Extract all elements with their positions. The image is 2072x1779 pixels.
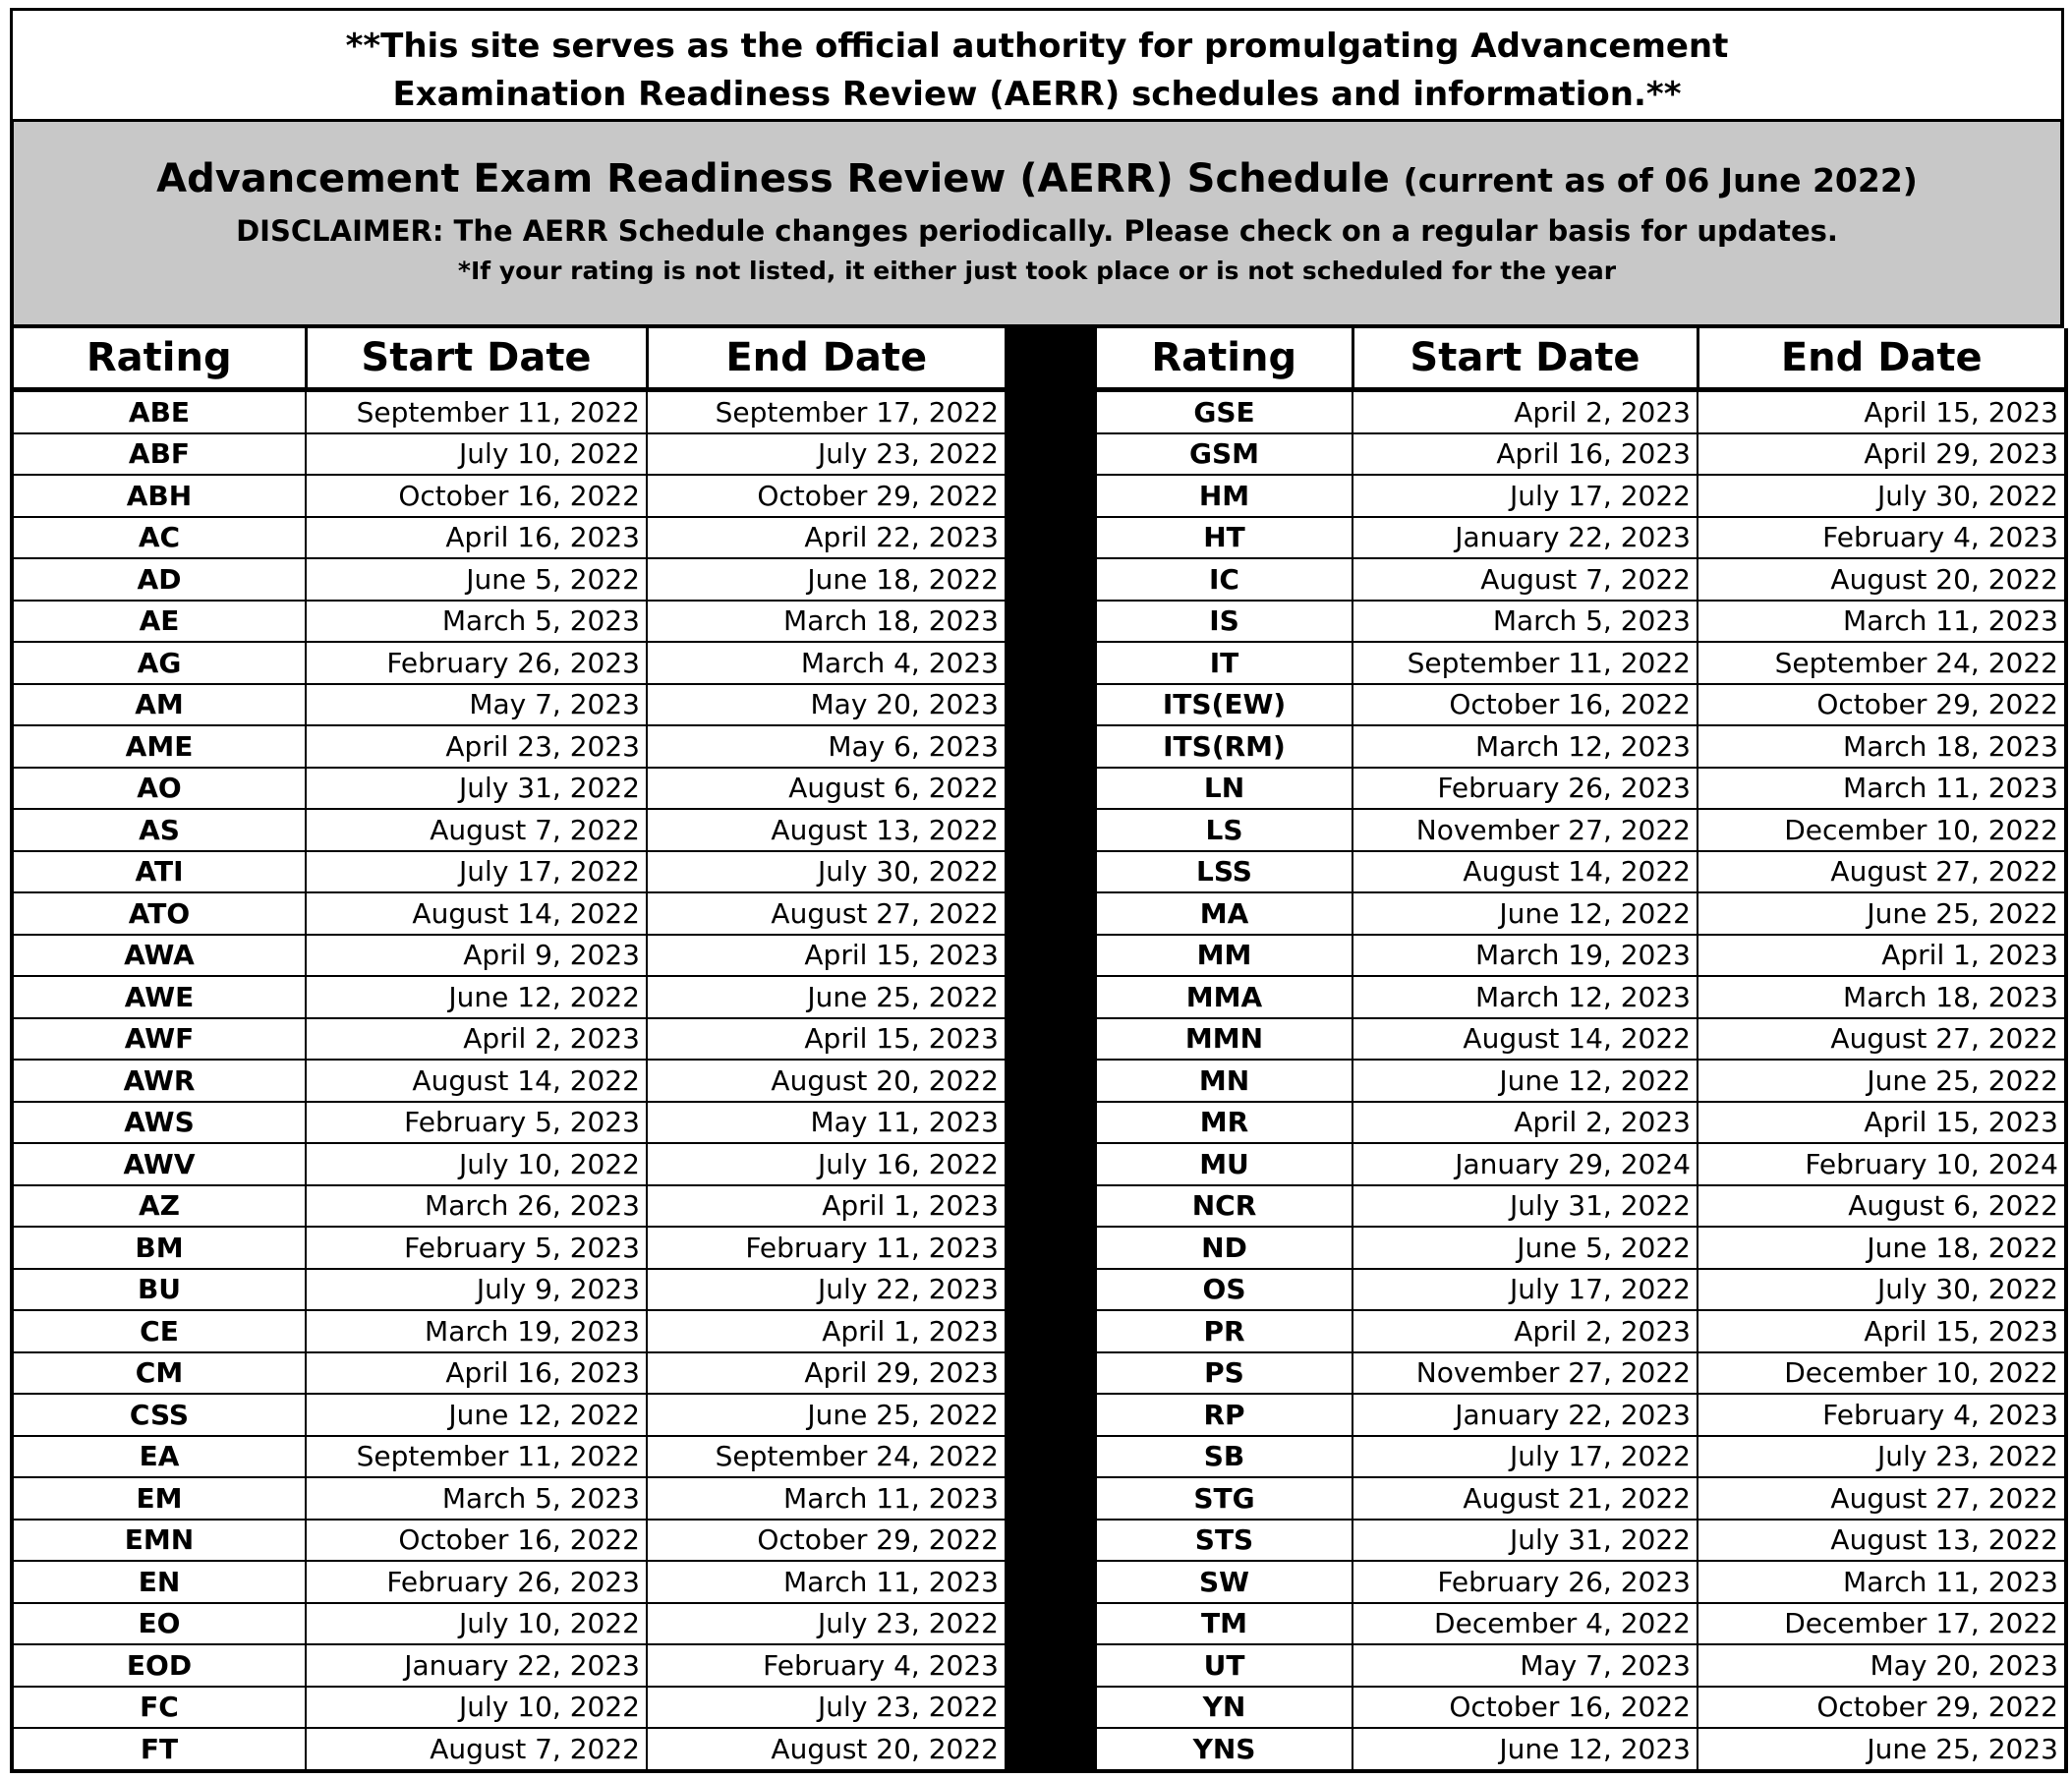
table-row (12, 475, 1007, 517)
end-date-cell: April 15, 2023 (1698, 390, 2066, 433)
start-date-cell: February 5, 2023 (306, 1227, 647, 1269)
end-date-cell: April 15, 2023 (1698, 1102, 2066, 1144)
table-row (1095, 684, 2066, 726)
start-date-cell: June 12, 2022 (306, 976, 647, 1018)
rating-cell: FT (12, 1728, 306, 1771)
notice-line-2: Examination Readiness Review (AERR) schedules and information.** (392, 75, 1682, 114)
end-date-cell: April 15, 2023 (647, 935, 1007, 977)
right-table (1093, 328, 2068, 1773)
rating-cell: FC (12, 1687, 306, 1729)
rating-cell: SB (1095, 1436, 1353, 1478)
start-date-cell: May 7, 2023 (306, 684, 647, 726)
start-date-cell: August 7, 2022 (306, 1728, 647, 1771)
end-date-cell: July 22, 2023 (647, 1269, 1007, 1311)
rating-cell: CSS (12, 1394, 306, 1436)
start-date-cell: February 26, 2023 (306, 642, 647, 684)
start-date-cell: December 4, 2022 (1353, 1603, 1698, 1645)
rating-cell: NCR (1095, 1185, 1353, 1228)
rating-cell: ATO (12, 892, 306, 935)
start-date-cell: October 16, 2022 (1353, 1687, 1698, 1729)
start-date-cell: April 16, 2023 (306, 1352, 647, 1395)
end-date-cell: August 27, 2022 (1698, 1018, 2066, 1061)
table-row (12, 1060, 1007, 1102)
end-date-cell: May 20, 2023 (647, 684, 1007, 726)
end-date-cell: July 16, 2022 (647, 1143, 1007, 1185)
end-date-cell: June 25, 2022 (1698, 892, 2066, 935)
table-row (12, 768, 1007, 810)
end-date-cell: May 11, 2023 (647, 1102, 1007, 1144)
rating-cell: MMN (1095, 1018, 1353, 1061)
start-date-cell: September 11, 2022 (306, 1436, 647, 1478)
start-date-cell: July 31, 2022 (1353, 1185, 1698, 1228)
start-date-cell: March 19, 2023 (1353, 935, 1698, 977)
rating-cell: AWV (12, 1143, 306, 1185)
table-row (12, 433, 1007, 476)
table-row (1095, 517, 2066, 559)
rating-cell: AME (12, 725, 306, 768)
right-table-body (1095, 390, 2066, 1771)
rating-cell: GSE (1095, 390, 1353, 433)
end-date-cell: August 27, 2022 (647, 892, 1007, 935)
end-date-cell: March 11, 2023 (1698, 768, 2066, 810)
start-date-cell: January 29, 2024 (1353, 1143, 1698, 1185)
table-row (12, 725, 1007, 768)
rating-cell: AD (12, 558, 306, 601)
end-date-cell: August 13, 2022 (1698, 1520, 2066, 1562)
end-date-cell: April 15, 2023 (1698, 1310, 2066, 1352)
table-row (12, 1477, 1007, 1520)
table-row (12, 1185, 1007, 1228)
table-row (12, 809, 1007, 851)
table-row (12, 1728, 1007, 1771)
table-row (1095, 1394, 2066, 1436)
rating-cell: CE (12, 1310, 306, 1352)
rating-cell: AM (12, 684, 306, 726)
start-date-cell: February 26, 2023 (1353, 768, 1698, 810)
rating-cell: AE (12, 601, 306, 643)
end-date-cell: April 29, 2023 (1698, 433, 2066, 476)
start-date-cell: July 17, 2022 (1353, 1269, 1698, 1311)
rating-not-listed-note: *If your rating is not listed, it either just took place or is not scheduled for the year (457, 257, 1617, 285)
start-date-cell: June 12, 2022 (306, 1394, 647, 1436)
rating-cell: MM (1095, 935, 1353, 977)
official-authority-notice (10, 8, 2064, 122)
table-row (1095, 390, 2066, 433)
rating-cell: EM (12, 1477, 306, 1520)
rating-cell: EA (12, 1436, 306, 1478)
rating-cell: MU (1095, 1143, 1353, 1185)
start-date-cell: November 27, 2022 (1353, 1352, 1698, 1395)
table-row (1095, 1060, 2066, 1102)
table-row (1095, 1561, 2066, 1603)
rating-cell: ATI (12, 851, 306, 893)
end-date-cell: June 18, 2022 (647, 558, 1007, 601)
end-date-cell: July 23, 2022 (647, 1687, 1007, 1729)
start-date-cell: March 26, 2023 (306, 1185, 647, 1228)
end-date-column-header: End Date (1698, 328, 2066, 390)
end-date-cell: July 30, 2022 (1698, 475, 2066, 517)
table-row (1095, 1227, 2066, 1269)
table-row (1095, 976, 2066, 1018)
aerr-schedule-sheet (10, 8, 2064, 1773)
table-row (1095, 1352, 2066, 1395)
table-row (1095, 1310, 2066, 1352)
end-date-cell: December 17, 2022 (1698, 1603, 2066, 1645)
end-date-cell: June 25, 2022 (647, 976, 1007, 1018)
end-date-cell: April 22, 2023 (647, 517, 1007, 559)
rating-cell: AC (12, 517, 306, 559)
start-date-cell: January 22, 2023 (1353, 1394, 1698, 1436)
start-date-cell: February 26, 2023 (306, 1561, 647, 1603)
table-row (1095, 1102, 2066, 1144)
table-row (1095, 558, 2066, 601)
start-date-cell: March 5, 2023 (306, 601, 647, 643)
end-date-cell: October 29, 2022 (1698, 684, 2066, 726)
start-date-cell: October 16, 2022 (1353, 684, 1698, 726)
table-row (12, 1644, 1007, 1687)
table-row (1095, 1143, 2066, 1185)
right-header-row (1095, 328, 2066, 390)
rating-cell: ITS(RM) (1095, 725, 1353, 768)
rating-cell: BM (12, 1227, 306, 1269)
end-date-cell: August 27, 2022 (1698, 1477, 2066, 1520)
table-row (12, 1603, 1007, 1645)
rating-cell: OS (1095, 1269, 1353, 1311)
rating-cell: GSM (1095, 433, 1353, 476)
table-row (1095, 1728, 2066, 1771)
start-date-cell: September 11, 2022 (1353, 642, 1698, 684)
rating-cell: ABH (12, 475, 306, 517)
start-date-cell: July 10, 2022 (306, 1687, 647, 1729)
rating-cell: AWA (12, 935, 306, 977)
table-row (1095, 809, 2066, 851)
rating-cell: ABE (12, 390, 306, 433)
start-date-cell: February 5, 2023 (306, 1102, 647, 1144)
end-date-cell: February 11, 2023 (647, 1227, 1007, 1269)
end-date-cell: July 30, 2022 (647, 851, 1007, 893)
end-date-cell: June 18, 2022 (1698, 1227, 2066, 1269)
table-row (1095, 1520, 2066, 1562)
start-date-cell: April 9, 2023 (306, 935, 647, 977)
start-date-cell: September 11, 2022 (306, 390, 647, 433)
table-row (12, 1018, 1007, 1061)
start-date-cell: August 14, 2022 (306, 1060, 647, 1102)
table-row (12, 1520, 1007, 1562)
rating-cell: MN (1095, 1060, 1353, 1102)
table-row (12, 1269, 1007, 1311)
table-row (1095, 601, 2066, 643)
start-date-cell: August 7, 2022 (306, 809, 647, 851)
notice-line-1: **This site serves as the official authority for promulgating Advancement (345, 27, 1729, 66)
rating-cell: ABF (12, 433, 306, 476)
rating-cell: EN (12, 1561, 306, 1603)
start-date-cell: July 17, 2022 (306, 851, 647, 893)
rating-cell: HT (1095, 517, 1353, 559)
start-date-cell: July 31, 2022 (306, 768, 647, 810)
start-date-cell: June 12, 2022 (1353, 1060, 1698, 1102)
end-date-cell: July 23, 2022 (647, 1603, 1007, 1645)
end-date-cell: October 29, 2022 (1698, 1687, 2066, 1729)
rating-column-header: Rating (12, 328, 306, 390)
schedule-title-text: Advancement Exam Readiness Review (AERR) Schedule (156, 156, 1390, 201)
table-row (12, 390, 1007, 433)
table-row (1095, 1687, 2066, 1729)
end-date-cell: March 4, 2023 (647, 642, 1007, 684)
table-row (12, 684, 1007, 726)
start-date-cell: March 5, 2023 (1353, 601, 1698, 643)
table-row (12, 1227, 1007, 1269)
rating-cell: HM (1095, 475, 1353, 517)
end-date-cell: April 29, 2023 (647, 1352, 1007, 1395)
rating-cell: TM (1095, 1603, 1353, 1645)
table-row (12, 1436, 1007, 1478)
rating-cell: AWS (12, 1102, 306, 1144)
end-date-cell: June 25, 2022 (647, 1394, 1007, 1436)
table-row (12, 1394, 1007, 1436)
rating-cell: IS (1095, 601, 1353, 643)
start-date-cell: July 10, 2022 (306, 433, 647, 476)
table-row (1095, 1018, 2066, 1061)
rating-cell: IC (1095, 558, 1353, 601)
end-date-cell: October 29, 2022 (647, 475, 1007, 517)
start-date-cell: August 7, 2022 (1353, 558, 1698, 601)
end-date-cell: March 11, 2023 (647, 1477, 1007, 1520)
table-row (1095, 1477, 2066, 1520)
table-row (12, 1352, 1007, 1395)
table-row (12, 892, 1007, 935)
start-date-cell: April 2, 2023 (1353, 1102, 1698, 1144)
start-date-cell: June 5, 2022 (306, 558, 647, 601)
start-date-cell: March 12, 2023 (1353, 976, 1698, 1018)
table-row (1095, 1269, 2066, 1311)
table-row (12, 851, 1007, 893)
start-date-cell: May 7, 2023 (1353, 1644, 1698, 1687)
end-date-cell: August 20, 2022 (647, 1060, 1007, 1102)
rating-cell: AZ (12, 1185, 306, 1228)
end-date-cell: February 4, 2023 (647, 1644, 1007, 1687)
start-date-cell: January 22, 2023 (1353, 517, 1698, 559)
end-date-cell: July 30, 2022 (1698, 1269, 2066, 1311)
left-table (10, 328, 1008, 1773)
rating-cell: AWE (12, 976, 306, 1018)
rating-cell: AS (12, 809, 306, 851)
rating-cell: RP (1095, 1394, 1353, 1436)
start-date-cell: February 26, 2023 (1353, 1561, 1698, 1603)
left-table-body (12, 390, 1007, 1771)
start-date-cell: April 2, 2023 (1353, 1310, 1698, 1352)
end-date-cell: May 20, 2023 (1698, 1644, 2066, 1687)
table-row (1095, 433, 2066, 476)
end-date-cell: March 18, 2023 (1698, 725, 2066, 768)
rating-cell: STS (1095, 1520, 1353, 1562)
end-date-cell: August 6, 2022 (647, 768, 1007, 810)
end-date-cell: September 24, 2022 (647, 1436, 1007, 1478)
end-date-cell: February 10, 2024 (1698, 1143, 2066, 1185)
table-row (1095, 935, 2066, 977)
start-date-column-header: Start Date (1353, 328, 1698, 390)
schedule-table-left (10, 328, 1005, 1773)
rating-cell: AWF (12, 1018, 306, 1061)
table-row (1095, 725, 2066, 768)
start-date-cell: July 9, 2023 (306, 1269, 647, 1311)
start-date-cell: June 12, 2023 (1353, 1728, 1698, 1771)
start-date-cell: July 17, 2022 (1353, 1436, 1698, 1478)
start-date-cell: August 14, 2022 (306, 892, 647, 935)
rating-cell: AG (12, 642, 306, 684)
rating-cell: IT (1095, 642, 1353, 684)
start-date-cell: April 16, 2023 (1353, 433, 1698, 476)
end-date-cell: December 10, 2022 (1698, 1352, 2066, 1395)
table-row (12, 642, 1007, 684)
end-date-cell: August 20, 2022 (647, 1728, 1007, 1771)
rating-cell: AO (12, 768, 306, 810)
end-date-cell: August 6, 2022 (1698, 1185, 2066, 1228)
table-row (1095, 768, 2066, 810)
end-date-column-header: End Date (647, 328, 1007, 390)
end-date-cell: March 18, 2023 (647, 601, 1007, 643)
schedule-table-right (1093, 328, 2064, 1773)
end-date-cell: June 25, 2023 (1698, 1728, 2066, 1771)
start-date-cell: April 16, 2023 (306, 517, 647, 559)
start-date-cell: March 12, 2023 (1353, 725, 1698, 768)
start-date-cell: March 5, 2023 (306, 1477, 647, 1520)
rating-cell: LN (1095, 768, 1353, 810)
table-row (1095, 1644, 2066, 1687)
rating-cell: YN (1095, 1687, 1353, 1729)
start-date-cell: June 12, 2022 (1353, 892, 1698, 935)
end-date-cell: March 11, 2023 (1698, 601, 2066, 643)
end-date-cell: June 25, 2022 (1698, 1060, 2066, 1102)
end-date-cell: February 4, 2023 (1698, 1394, 2066, 1436)
table-row (1095, 1185, 2066, 1228)
table-row (1095, 475, 2066, 517)
rating-cell: PS (1095, 1352, 1353, 1395)
end-date-cell: April 1, 2023 (647, 1310, 1007, 1352)
start-date-cell: July 10, 2022 (306, 1603, 647, 1645)
table-row (12, 1687, 1007, 1729)
start-date-cell: July 31, 2022 (1353, 1520, 1698, 1562)
table-row (12, 558, 1007, 601)
end-date-cell: May 6, 2023 (647, 725, 1007, 768)
end-date-cell: March 11, 2023 (1698, 1561, 2066, 1603)
end-date-cell: August 20, 2022 (1698, 558, 2066, 601)
rating-cell: STG (1095, 1477, 1353, 1520)
table-row (1095, 642, 2066, 684)
rating-cell: LS (1095, 809, 1353, 851)
table-row (12, 1143, 1007, 1185)
rating-column-header: Rating (1095, 328, 1353, 390)
current-as-of: (current as of 06 June 2022) (1403, 161, 1918, 200)
table-row (12, 601, 1007, 643)
start-date-cell: June 5, 2022 (1353, 1227, 1698, 1269)
end-date-cell: July 23, 2022 (1698, 1436, 2066, 1478)
start-date-cell: January 22, 2023 (306, 1644, 647, 1687)
rating-cell: UT (1095, 1644, 1353, 1687)
start-date-cell: October 16, 2022 (306, 1520, 647, 1562)
start-date-cell: April 23, 2023 (306, 725, 647, 768)
rating-cell: LSS (1095, 851, 1353, 893)
rating-cell: PR (1095, 1310, 1353, 1352)
table-row (12, 976, 1007, 1018)
end-date-cell: April 1, 2023 (647, 1185, 1007, 1228)
table-row (12, 1310, 1007, 1352)
rating-cell: EMN (12, 1520, 306, 1562)
table-row (12, 935, 1007, 977)
rating-cell: ITS(EW) (1095, 684, 1353, 726)
rating-cell: MA (1095, 892, 1353, 935)
rating-cell: ND (1095, 1227, 1353, 1269)
rating-cell: EO (12, 1603, 306, 1645)
schedule-title (14, 151, 2060, 208)
end-date-cell: September 17, 2022 (647, 390, 1007, 433)
start-date-cell: March 19, 2023 (306, 1310, 647, 1352)
table-row (1095, 1603, 2066, 1645)
rating-cell: YNS (1095, 1728, 1353, 1771)
table-row (1095, 892, 2066, 935)
end-date-cell: August 13, 2022 (647, 809, 1007, 851)
left-header-row (12, 328, 1007, 390)
disclaimer: DISCLAIMER: The AERR Schedule changes periodically. Please check on a regular basis for updates. (236, 214, 1838, 248)
start-date-cell: November 27, 2022 (1353, 809, 1698, 851)
end-date-cell: August 27, 2022 (1698, 851, 2066, 893)
rating-cell: BU (12, 1269, 306, 1311)
table-row (12, 1561, 1007, 1603)
start-date-cell: April 2, 2023 (306, 1018, 647, 1061)
rating-cell: AWR (12, 1060, 306, 1102)
end-date-cell: March 11, 2023 (647, 1561, 1007, 1603)
rating-cell: SW (1095, 1561, 1353, 1603)
start-date-cell: August 14, 2022 (1353, 1018, 1698, 1061)
schedule-banner (10, 122, 2064, 328)
rating-cell: EOD (12, 1644, 306, 1687)
end-date-cell: September 24, 2022 (1698, 642, 2066, 684)
start-date-cell: April 2, 2023 (1353, 390, 1698, 433)
end-date-cell: October 29, 2022 (647, 1520, 1007, 1562)
start-date-cell: August 14, 2022 (1353, 851, 1698, 893)
start-date-column-header: Start Date (306, 328, 647, 390)
table-row (12, 517, 1007, 559)
end-date-cell: December 10, 2022 (1698, 809, 2066, 851)
rating-cell: MR (1095, 1102, 1353, 1144)
table-row (1095, 1436, 2066, 1478)
end-date-cell: March 18, 2023 (1698, 976, 2066, 1018)
end-date-cell: April 1, 2023 (1698, 935, 2066, 977)
start-date-cell: July 10, 2022 (306, 1143, 647, 1185)
end-date-cell: February 4, 2023 (1698, 517, 2066, 559)
table-row (1095, 851, 2066, 893)
start-date-cell: October 16, 2022 (306, 475, 647, 517)
rating-cell: MMA (1095, 976, 1353, 1018)
end-date-cell: April 15, 2023 (647, 1018, 1007, 1061)
table-row (12, 1102, 1007, 1144)
start-date-cell: July 17, 2022 (1353, 475, 1698, 517)
center-divider (1005, 328, 1093, 1773)
rating-cell: CM (12, 1352, 306, 1395)
end-date-cell: July 23, 2022 (647, 433, 1007, 476)
start-date-cell: August 21, 2022 (1353, 1477, 1698, 1520)
